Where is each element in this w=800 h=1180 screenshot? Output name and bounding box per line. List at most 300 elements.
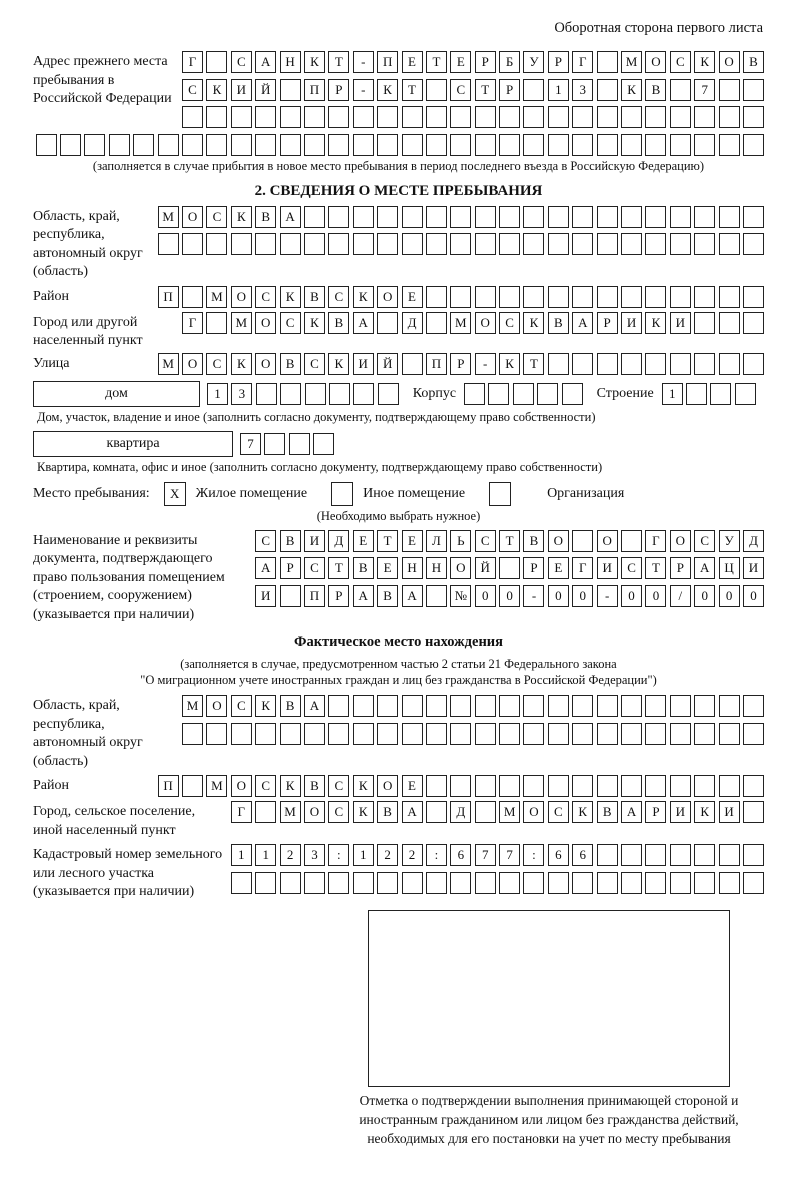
char-cell <box>231 723 252 745</box>
char-cell <box>280 723 301 745</box>
char-cell <box>523 206 544 228</box>
char-row <box>182 695 764 717</box>
char-cell <box>158 134 179 156</box>
char-cell <box>402 233 423 255</box>
char-cell <box>499 233 520 255</box>
char-cell: И <box>621 312 642 334</box>
char-cell: С <box>231 695 252 717</box>
char-cell <box>572 530 593 552</box>
char-cell <box>743 233 764 255</box>
char-cell <box>572 695 593 717</box>
char-cell <box>475 872 496 894</box>
char-cell: Р <box>280 557 301 579</box>
char-cell: В <box>304 775 325 797</box>
char-cell <box>710 383 731 405</box>
char-cell <box>645 775 666 797</box>
char-cell <box>353 723 374 745</box>
city-label: Город или другой населенный пункт <box>33 314 143 349</box>
char-row <box>231 844 764 866</box>
char-cell: К <box>645 312 666 334</box>
char-cell <box>426 206 447 228</box>
char-cell: 3 <box>572 79 593 101</box>
char-cell <box>694 106 715 128</box>
char-cell <box>743 844 764 866</box>
char-cell <box>523 872 544 894</box>
char-cell: С <box>694 530 715 552</box>
char-cell <box>548 134 569 156</box>
confirmation-stamp-box <box>368 910 730 1087</box>
char-cell: М <box>206 286 227 308</box>
char-cell: 2 <box>280 844 301 866</box>
char-cell: К <box>353 286 374 308</box>
char-cell <box>231 233 252 255</box>
char-cell <box>645 695 666 717</box>
char-cell: П <box>304 79 325 101</box>
char-cell: А <box>572 312 593 334</box>
char-cell: А <box>353 585 374 607</box>
char-cell <box>719 286 740 308</box>
char-cell: С <box>304 557 325 579</box>
char-cell <box>523 106 544 128</box>
char-cell: О <box>231 286 252 308</box>
char-cell <box>280 106 301 128</box>
char-cell <box>304 723 325 745</box>
char-cell <box>597 79 618 101</box>
char-cell <box>686 383 707 405</box>
char-cell <box>499 872 520 894</box>
checkbox-organization <box>489 482 511 506</box>
char-cell <box>694 844 715 866</box>
char-cell <box>499 286 520 308</box>
char-cell <box>36 134 57 156</box>
char-cell <box>182 233 203 255</box>
char-cell: М <box>450 312 471 334</box>
char-cell: В <box>353 557 374 579</box>
char-cell: О <box>231 775 252 797</box>
char-cell: : <box>426 844 447 866</box>
char-cell: Д <box>450 801 471 823</box>
char-cell <box>426 872 447 894</box>
char-cell: № <box>450 585 471 607</box>
char-cell <box>353 134 374 156</box>
char-cell <box>182 286 203 308</box>
char-cell <box>694 695 715 717</box>
prev-address-label: Адрес прежнего места пребывания в Российской Федерации <box>33 54 172 106</box>
char-cell <box>206 312 227 334</box>
char-row <box>255 557 764 579</box>
option-residential-label: Жилое помещение <box>195 485 308 501</box>
actual-location-caption-1: (заполняется в случае, предусмотренном частью 2 статьи 21 Федерального закона <box>180 657 617 672</box>
char-cell: Р <box>645 801 666 823</box>
char-cell <box>426 312 447 334</box>
char-cell <box>621 844 642 866</box>
char-cell: Ь <box>450 530 471 552</box>
char-cell: У <box>523 51 544 73</box>
char-cell <box>280 872 301 894</box>
char-cell <box>377 872 398 894</box>
char-cell <box>670 723 691 745</box>
char-row <box>182 106 764 128</box>
char-cell <box>719 134 740 156</box>
char-cell <box>548 775 569 797</box>
char-cell: И <box>719 801 740 823</box>
char-cell <box>499 723 520 745</box>
char-cell: 0 <box>475 585 496 607</box>
stroenie-cells <box>662 383 756 405</box>
char-cell: Й <box>475 557 496 579</box>
apartment-number-cells <box>240 433 334 455</box>
char-cell: С <box>206 206 227 228</box>
char-cell: К <box>377 79 398 101</box>
char-cell <box>743 695 764 717</box>
char-cell: В <box>328 312 349 334</box>
char-cell: О <box>475 312 496 334</box>
char-cell <box>182 723 203 745</box>
char-cell: И <box>743 557 764 579</box>
char-cell <box>572 206 593 228</box>
char-cell <box>280 383 301 405</box>
char-cell <box>572 775 593 797</box>
back-side-note: Оборотная сторона первого листа <box>554 20 763 36</box>
char-cell <box>255 233 276 255</box>
char-cell: Т <box>475 79 496 101</box>
char-cell: 3 <box>304 844 325 866</box>
char-cell <box>694 723 715 745</box>
char-cell: 6 <box>572 844 593 866</box>
char-cell <box>305 383 326 405</box>
char-cell <box>670 775 691 797</box>
char-cell <box>475 775 496 797</box>
char-cell: Р <box>450 353 471 375</box>
region-cell-rows <box>158 206 764 256</box>
checkbox-other-premises <box>331 482 353 506</box>
char-cell: / <box>670 585 691 607</box>
char-cell <box>426 695 447 717</box>
char-cell: В <box>523 530 544 552</box>
char-row <box>158 353 764 375</box>
char-cell: Д <box>328 530 349 552</box>
char-cell: М <box>158 206 179 228</box>
char-cell: 0 <box>621 585 642 607</box>
char-cell <box>743 775 764 797</box>
char-cell <box>402 723 423 745</box>
char-cell <box>231 106 252 128</box>
char-cell <box>645 723 666 745</box>
char-cell <box>255 723 276 745</box>
char-cell <box>450 695 471 717</box>
char-cell <box>499 134 520 156</box>
char-cell <box>694 775 715 797</box>
char-cell <box>670 695 691 717</box>
char-cell <box>353 233 374 255</box>
stay-type-row <box>33 482 764 506</box>
char-cell <box>743 801 764 823</box>
char-cell: Е <box>548 557 569 579</box>
char-cell: Е <box>402 286 423 308</box>
char-cell: С <box>255 530 276 552</box>
char-cell <box>475 206 496 228</box>
char-cell: 6 <box>450 844 471 866</box>
char-cell <box>670 286 691 308</box>
char-cell: П <box>377 51 398 73</box>
region2-field <box>33 695 764 771</box>
char-row <box>158 286 764 308</box>
char-cell: С <box>231 51 252 73</box>
char-cell <box>255 872 276 894</box>
char-cell <box>328 134 349 156</box>
char-cell <box>255 801 276 823</box>
char-row <box>182 312 764 334</box>
char-cell <box>621 530 642 552</box>
char-cell: Е <box>402 51 423 73</box>
char-cell <box>206 134 227 156</box>
char-cell: В <box>548 312 569 334</box>
district-label: Район <box>33 288 69 304</box>
char-cell: К <box>280 775 301 797</box>
char-cell <box>645 106 666 128</box>
char-cell <box>402 134 423 156</box>
char-cell: В <box>280 695 301 717</box>
char-cell: : <box>523 844 544 866</box>
char-cell <box>621 775 642 797</box>
char-cell: Г <box>645 530 666 552</box>
char-cell: Ц <box>719 557 740 579</box>
char-cell <box>597 872 618 894</box>
char-cell <box>475 106 496 128</box>
char-cell: М <box>499 801 520 823</box>
stamp-area <box>359 910 739 1148</box>
char-cell <box>523 79 544 101</box>
char-cell: О <box>548 530 569 552</box>
char-cell <box>621 872 642 894</box>
char-cell: 6 <box>548 844 569 866</box>
char-cell <box>289 433 310 455</box>
char-cell: О <box>182 353 203 375</box>
char-cell <box>280 233 301 255</box>
char-cell <box>694 312 715 334</box>
char-cell <box>743 353 764 375</box>
street-label: Улица <box>33 355 70 371</box>
char-cell: В <box>743 51 764 73</box>
char-cell <box>621 206 642 228</box>
char-cell: Т <box>377 530 398 552</box>
char-cell: - <box>475 353 496 375</box>
char-cell <box>377 312 398 334</box>
char-cell: Л <box>426 530 447 552</box>
house-row <box>33 381 764 407</box>
cadastral-label: Кадастровый номер земельного или лесного участка (указывается при наличии) <box>33 847 223 900</box>
char-cell: О <box>645 51 666 73</box>
char-cell <box>743 134 764 156</box>
char-cell: С <box>499 312 520 334</box>
char-cell: 0 <box>548 585 569 607</box>
char-cell <box>450 723 471 745</box>
char-cell <box>280 79 301 101</box>
char-cell <box>499 206 520 228</box>
char-row <box>231 801 764 823</box>
char-cell <box>450 233 471 255</box>
char-cell: М <box>280 801 301 823</box>
char-cell <box>670 106 691 128</box>
char-cell <box>84 134 105 156</box>
char-row <box>182 723 764 745</box>
prev-address-field <box>33 51 764 128</box>
city-field <box>33 312 764 351</box>
char-cell: П <box>426 353 447 375</box>
char-cell: К <box>621 79 642 101</box>
char-cell: Е <box>377 557 398 579</box>
char-cell <box>548 286 569 308</box>
char-cell <box>464 383 485 405</box>
char-cell <box>548 233 569 255</box>
char-cell <box>743 312 764 334</box>
char-cell <box>353 695 374 717</box>
char-cell <box>621 233 642 255</box>
char-cell <box>719 844 740 866</box>
char-cell: - <box>523 585 544 607</box>
char-cell <box>597 51 618 73</box>
char-cell <box>402 206 423 228</box>
prev-address-caption: (заполняется в случае прибытия в новое место пребывания в период последнего въезда в Российскую Федерацию) <box>92 158 705 173</box>
char-row <box>158 233 764 255</box>
char-cell <box>499 775 520 797</box>
korpus-label: Корпус <box>412 385 457 401</box>
district2-label: Район <box>33 778 69 794</box>
char-cell <box>513 383 534 405</box>
char-cell <box>719 872 740 894</box>
char-cell: Р <box>523 557 544 579</box>
char-cell <box>378 383 399 405</box>
char-cell: Т <box>523 353 544 375</box>
char-cell <box>304 206 325 228</box>
char-cell: О <box>304 801 325 823</box>
char-cell: О <box>377 286 398 308</box>
char-cell: С <box>255 286 276 308</box>
house-number-cells <box>207 383 399 405</box>
char-cell: О <box>523 801 544 823</box>
char-cell: Т <box>402 79 423 101</box>
char-cell <box>304 106 325 128</box>
char-cell <box>743 872 764 894</box>
char-cell <box>694 134 715 156</box>
char-cell <box>572 286 593 308</box>
char-cell <box>597 775 618 797</box>
char-cell <box>475 801 496 823</box>
char-cell <box>328 233 349 255</box>
char-cell <box>328 723 349 745</box>
char-cell <box>670 844 691 866</box>
char-cell <box>523 775 544 797</box>
char-cell: Н <box>426 557 447 579</box>
char-row <box>158 775 764 797</box>
house-type-box: дом <box>33 381 200 407</box>
char-cell: Р <box>499 79 520 101</box>
apartment-row <box>33 431 764 457</box>
apartment-caption: Квартира, комната, офис и иное (заполнить согласно документу, подтверждающему право собственности) <box>37 459 603 474</box>
char-cell <box>548 872 569 894</box>
char-cell: К <box>255 695 276 717</box>
char-cell: 1 <box>548 79 569 101</box>
char-cell: К <box>353 775 374 797</box>
char-cell <box>572 134 593 156</box>
char-cell <box>743 286 764 308</box>
char-cell: 0 <box>645 585 666 607</box>
char-cell <box>537 383 558 405</box>
char-cell: О <box>597 530 618 552</box>
char-cell <box>109 134 130 156</box>
char-cell <box>133 134 154 156</box>
char-cell <box>645 844 666 866</box>
char-cell <box>377 106 398 128</box>
char-row <box>255 585 764 607</box>
char-cell <box>719 206 740 228</box>
option-other-premises-label: Иное помещение <box>363 485 466 501</box>
char-cell <box>523 723 544 745</box>
char-cell <box>645 233 666 255</box>
char-cell: О <box>182 206 203 228</box>
char-cell: А <box>353 312 374 334</box>
char-cell <box>475 695 496 717</box>
char-cell <box>328 106 349 128</box>
cadastral-cell-rows <box>231 844 764 894</box>
char-cell <box>548 106 569 128</box>
char-cell <box>694 872 715 894</box>
char-cell: Р <box>475 51 496 73</box>
char-cell <box>523 695 544 717</box>
char-row-full-width <box>33 134 764 156</box>
char-cell: Е <box>402 530 423 552</box>
char-cell: В <box>304 286 325 308</box>
char-cell <box>182 106 203 128</box>
char-cell: К <box>304 51 325 73</box>
char-cell: Г <box>182 312 203 334</box>
char-cell <box>621 353 642 375</box>
char-cell <box>572 106 593 128</box>
char-cell: К <box>523 312 544 334</box>
char-cell: В <box>255 206 276 228</box>
char-cell <box>206 723 227 745</box>
char-cell <box>304 134 325 156</box>
char-cell: С <box>328 286 349 308</box>
char-cell: А <box>402 585 423 607</box>
char-cell <box>719 79 740 101</box>
char-cell: И <box>304 530 325 552</box>
cadastral-field <box>33 844 764 902</box>
char-cell <box>670 233 691 255</box>
char-row <box>255 530 764 552</box>
char-cell <box>353 206 374 228</box>
char-cell <box>450 106 471 128</box>
char-cell: Й <box>255 79 276 101</box>
char-cell: А <box>402 801 423 823</box>
char-cell <box>450 775 471 797</box>
char-cell <box>499 695 520 717</box>
char-cell <box>499 557 520 579</box>
char-cell <box>597 723 618 745</box>
char-cell <box>353 383 374 405</box>
char-cell <box>735 383 756 405</box>
char-cell: С <box>475 530 496 552</box>
char-cell: В <box>597 801 618 823</box>
char-cell: О <box>206 695 227 717</box>
char-cell: Р <box>548 51 569 73</box>
char-cell <box>280 134 301 156</box>
char-cell <box>450 286 471 308</box>
char-cell <box>231 872 252 894</box>
char-cell <box>377 206 398 228</box>
char-cell <box>206 51 227 73</box>
char-cell: Т <box>645 557 666 579</box>
